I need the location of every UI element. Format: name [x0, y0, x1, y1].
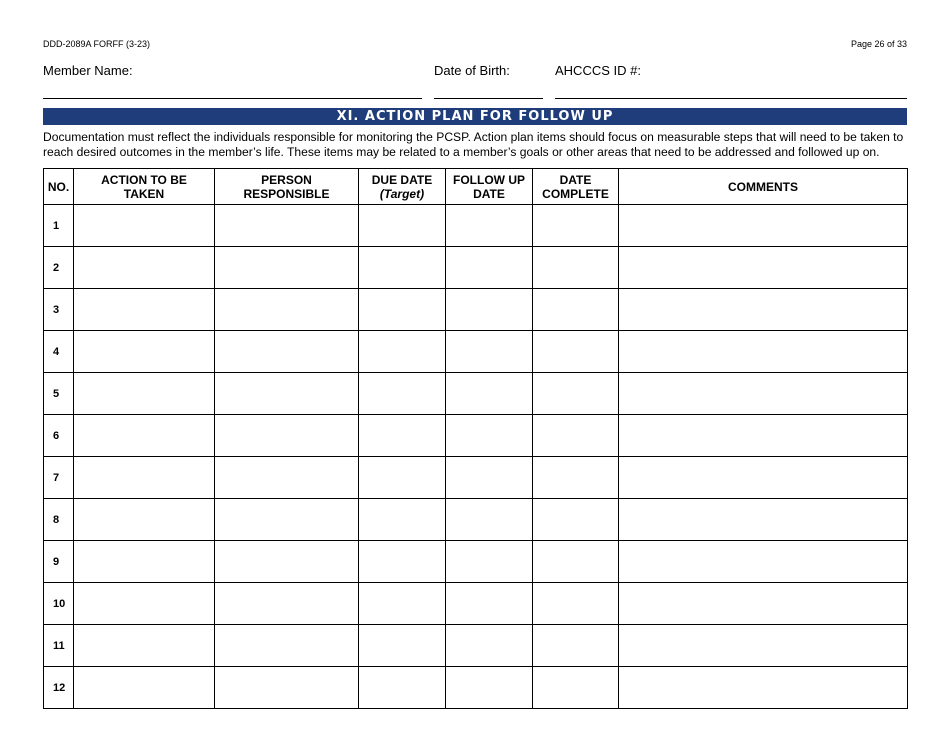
table-row	[44, 583, 908, 625]
person-responsible-cell[interactable]	[215, 331, 359, 373]
follow-up-date-cell[interactable]	[446, 457, 533, 499]
row-number: 2	[44, 247, 74, 289]
table-row	[44, 457, 908, 499]
date-complete-cell[interactable]	[533, 583, 619, 625]
comments-cell[interactable]	[619, 331, 908, 373]
follow-up-date-cell[interactable]	[446, 625, 533, 667]
comments-cell[interactable]	[619, 499, 908, 541]
column-header-due-date: DUE DATE (Target)	[359, 169, 446, 205]
comments-cell[interactable]	[619, 289, 908, 331]
row-number: 7	[44, 457, 74, 499]
table-header-row	[44, 169, 908, 205]
row-number: 4	[44, 331, 74, 373]
section-title-banner: XI. ACTION PLAN FOR FOLLOW UP	[43, 108, 907, 125]
person-responsible-cell[interactable]	[215, 415, 359, 457]
row-number: 11	[44, 625, 74, 667]
column-header-follow-up-date: FOLLOW UP DATE	[446, 169, 533, 205]
due-date-cell[interactable]	[359, 205, 446, 247]
row-number: 9	[44, 541, 74, 583]
due-date-cell[interactable]	[359, 541, 446, 583]
form-id: DDD-2089A FORFF (3-23)	[43, 39, 151, 49]
person-responsible-cell[interactable]	[215, 457, 359, 499]
person-responsible-cell[interactable]	[215, 625, 359, 667]
action-to-be-taken-cell[interactable]	[74, 331, 215, 373]
row-number: 3	[44, 289, 74, 331]
action-to-be-taken-cell[interactable]	[74, 457, 215, 499]
date-complete-cell[interactable]	[533, 247, 619, 289]
table-row	[44, 331, 908, 373]
date-complete-cell[interactable]	[533, 457, 619, 499]
person-responsible-cell[interactable]	[215, 247, 359, 289]
table-row	[44, 625, 908, 667]
follow-up-date-cell[interactable]	[446, 247, 533, 289]
date-complete-cell[interactable]	[533, 373, 619, 415]
action-to-be-taken-cell[interactable]	[74, 247, 215, 289]
comments-cell[interactable]	[619, 247, 908, 289]
date-complete-cell[interactable]	[533, 541, 619, 583]
follow-up-date-cell[interactable]	[446, 373, 533, 415]
due-date-cell[interactable]	[359, 499, 446, 541]
comments-cell[interactable]	[619, 625, 908, 667]
date-of-birth-field[interactable]	[434, 98, 543, 99]
due-date-cell[interactable]	[359, 331, 446, 373]
row-number: 6	[44, 415, 74, 457]
row-number: 1	[44, 205, 74, 247]
table-row	[44, 247, 908, 289]
comments-cell[interactable]	[619, 373, 908, 415]
comments-cell[interactable]	[619, 457, 908, 499]
table-row	[44, 541, 908, 583]
column-header-person: PERSON RESPONSIBLE	[215, 169, 359, 205]
column-header-date-complete: DATE COMPLETE	[533, 169, 619, 205]
date-complete-cell[interactable]	[533, 667, 619, 709]
instructions-line-2: reach desired outcomes in the member’s life. These items may be related to a member’s goals or other areas that need to be addressed and followed up on.	[43, 145, 880, 159]
comments-cell[interactable]	[619, 415, 908, 457]
action-to-be-taken-cell[interactable]	[74, 625, 215, 667]
comments-cell[interactable]	[619, 541, 908, 583]
follow-up-date-cell[interactable]	[446, 541, 533, 583]
follow-up-date-cell[interactable]	[446, 415, 533, 457]
column-header-no: NO.	[44, 169, 74, 205]
date-complete-cell[interactable]	[533, 289, 619, 331]
action-to-be-taken-cell[interactable]	[74, 289, 215, 331]
ahcccs-id-label: AHCCCS ID #:	[555, 63, 641, 78]
follow-up-date-cell[interactable]	[446, 331, 533, 373]
comments-cell[interactable]	[619, 667, 908, 709]
instructions	[43, 130, 909, 160]
due-date-cell[interactable]	[359, 583, 446, 625]
follow-up-date-cell[interactable]	[446, 289, 533, 331]
row-number: 5	[44, 373, 74, 415]
due-date-cell[interactable]	[359, 289, 446, 331]
member-name-label: Member Name:	[43, 63, 133, 78]
date-complete-cell[interactable]	[533, 331, 619, 373]
due-date-cell[interactable]	[359, 247, 446, 289]
column-header-comments: COMMENTS	[619, 169, 908, 205]
instructions-line-1: Documentation must reflect the individuals responsible for monitoring the PCSP. Action plan items should focus on measurable steps that will need to be taken to	[43, 130, 904, 144]
table-row	[44, 373, 908, 415]
action-plan-table	[43, 168, 908, 709]
follow-up-date-cell[interactable]	[446, 499, 533, 541]
action-to-be-taken-cell[interactable]	[74, 667, 215, 709]
person-responsible-cell[interactable]	[215, 373, 359, 415]
date-complete-cell[interactable]	[533, 415, 619, 457]
person-responsible-cell[interactable]	[215, 667, 359, 709]
follow-up-date-cell[interactable]	[446, 205, 533, 247]
date-of-birth-label: Date of Birth:	[434, 63, 510, 78]
date-complete-cell[interactable]	[533, 499, 619, 541]
follow-up-date-cell[interactable]	[446, 583, 533, 625]
action-to-be-taken-cell[interactable]	[74, 541, 215, 583]
comments-cell[interactable]	[619, 205, 908, 247]
person-responsible-cell[interactable]	[215, 289, 359, 331]
date-complete-cell[interactable]	[533, 205, 619, 247]
row-number: 12	[44, 667, 74, 709]
person-responsible-cell[interactable]	[215, 583, 359, 625]
ahcccs-id-field[interactable]	[555, 98, 907, 99]
person-responsible-cell[interactable]	[215, 541, 359, 583]
table-row	[44, 205, 908, 247]
column-header-action: ACTION TO BE TAKEN	[74, 169, 215, 205]
row-number: 10	[44, 583, 74, 625]
table-row	[44, 499, 908, 541]
due-date-cell[interactable]	[359, 373, 446, 415]
due-date-cell[interactable]	[359, 415, 446, 457]
action-to-be-taken-cell[interactable]	[74, 415, 215, 457]
page-number: Page 26 of 33	[850, 39, 907, 49]
action-to-be-taken-cell[interactable]	[74, 205, 215, 247]
date-complete-cell[interactable]	[533, 625, 619, 667]
due-date-cell[interactable]	[359, 667, 446, 709]
table-row	[44, 667, 908, 709]
follow-up-date-cell[interactable]	[446, 667, 533, 709]
due-date-cell[interactable]	[359, 625, 446, 667]
action-to-be-taken-cell[interactable]	[74, 373, 215, 415]
action-to-be-taken-cell[interactable]	[74, 583, 215, 625]
comments-cell[interactable]	[619, 583, 908, 625]
person-responsible-cell[interactable]	[215, 205, 359, 247]
table-row	[44, 289, 908, 331]
action-to-be-taken-cell[interactable]	[74, 499, 215, 541]
member-name-field[interactable]	[43, 98, 422, 99]
table-row	[44, 415, 908, 457]
due-date-cell[interactable]	[359, 457, 446, 499]
person-responsible-cell[interactable]	[215, 499, 359, 541]
row-number: 8	[44, 499, 74, 541]
